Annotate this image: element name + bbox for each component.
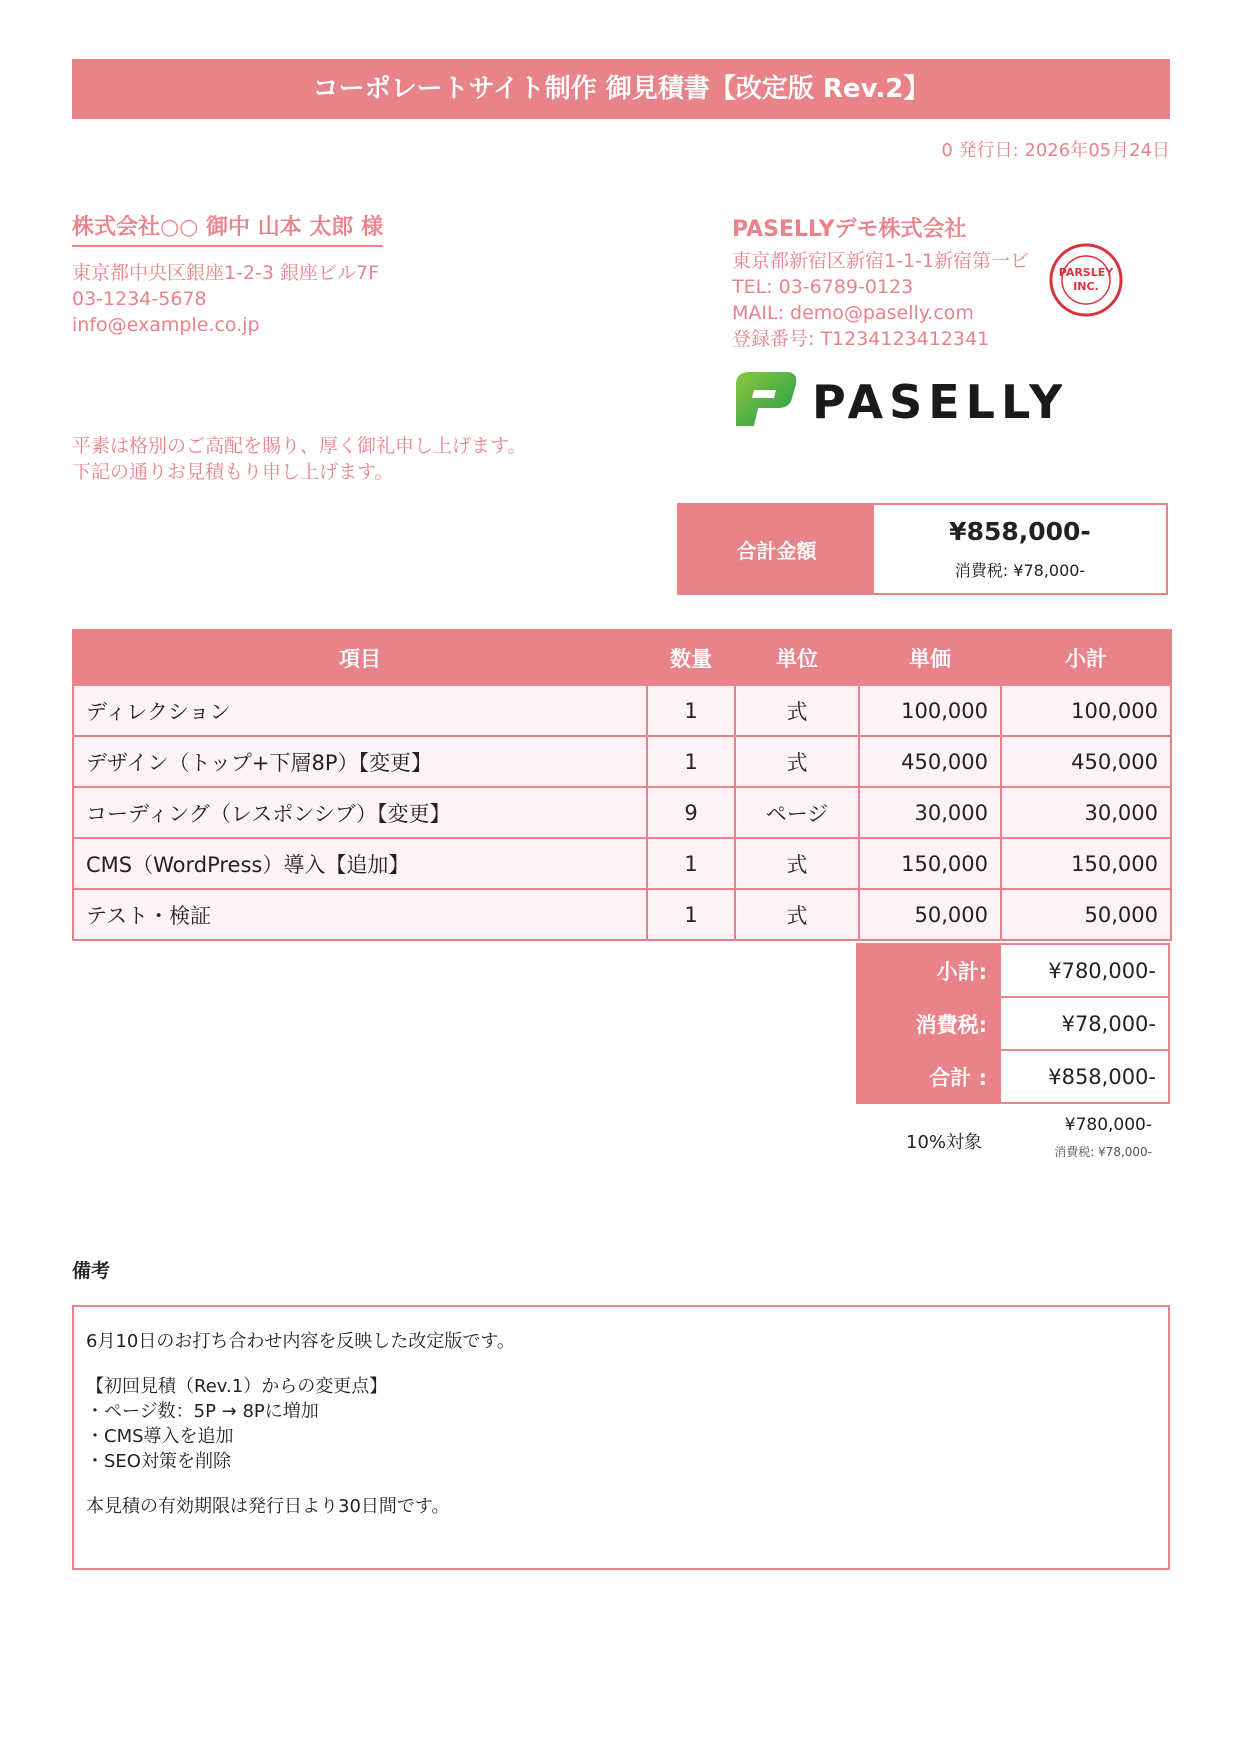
notes-line: 6月10日のお打ち合わせ内容を反映した改定版です。: [86, 1331, 515, 1352]
company-tel: TEL: 03-6789-0123: [732, 276, 914, 298]
item-qty: 1: [647, 685, 735, 736]
svg-text:PASELLY: PASELLY: [812, 375, 1062, 429]
item-unit: 式: [735, 889, 859, 940]
item-subtotal: 30,000: [1001, 787, 1171, 838]
table-row: [73, 787, 1171, 838]
notes-line: 【初回見積（Rev.1）からの変更点】: [86, 1376, 388, 1397]
client-email: info@example.co.jp: [72, 314, 260, 336]
line-items-table: [72, 629, 1172, 941]
svg-text:INC.: INC.: [1073, 280, 1099, 293]
greeting: [72, 433, 526, 485]
notes-line: ・CMS導入を追加: [86, 1426, 234, 1447]
tax-rate-tax: 消費税: ¥78,000-: [1054, 1145, 1152, 1159]
paselly-logo-icon: [732, 368, 1062, 430]
greeting-line-1: 平素は格別のご高配を賜り、厚く御礼申し上げます。: [72, 435, 527, 457]
grand-total-label: 合計 :: [857, 1050, 1000, 1103]
summary-table: [856, 943, 1170, 1104]
notes-line: ・ページ数：5P → 8Pに増加: [86, 1401, 319, 1422]
summary-total-row: [857, 1050, 1169, 1103]
total-values: [874, 505, 1166, 593]
company-mail: MAIL: demo@paselly.com: [732, 302, 974, 324]
table-row: [73, 838, 1171, 889]
tax-rate-label: 10%対象: [906, 1132, 983, 1153]
table-row: [73, 736, 1171, 787]
greeting-line-2: 下記の通りお見積もり申し上げます。: [72, 461, 394, 483]
item-subtotal: 50,000: [1001, 889, 1171, 940]
company-seal-icon: [1048, 242, 1124, 318]
item-qty: 1: [647, 736, 735, 787]
notes-line: 本見積の有効期限は発行日より30日間です。: [86, 1496, 450, 1517]
client-phone: 03-1234-5678: [72, 288, 207, 310]
tax-value: ¥78,000-: [1000, 997, 1169, 1050]
header-qty: 数量: [647, 630, 735, 685]
item-price: 30,000: [859, 787, 1001, 838]
item-name: テスト・検証: [73, 889, 647, 940]
item-name: CMS（WordPress）導入【追加】: [73, 838, 647, 889]
tax-label: 消費税:: [857, 997, 1000, 1050]
item-price: 150,000: [859, 838, 1001, 889]
item-name: ディレクション: [73, 685, 647, 736]
item-unit: 式: [735, 685, 859, 736]
company-logo: [732, 368, 1062, 434]
client-address: 東京都中央区銀座1-2-3 銀座ビル7F: [72, 262, 380, 284]
svg-text:PARSLEY: PARSLEY: [1058, 266, 1114, 279]
subtotal-value: ¥780,000-: [1000, 944, 1169, 997]
notes-line: ・SEO対策を削除: [86, 1451, 231, 1472]
client-details: [72, 260, 379, 338]
item-name: コーディング（レスポンシブ）【変更】: [73, 787, 647, 838]
item-subtotal: 450,000: [1001, 736, 1171, 787]
total-amount-box: [677, 503, 1168, 595]
table-row: [73, 685, 1171, 736]
summary-tax-row: [857, 997, 1169, 1050]
grand-total-value: ¥858,000-: [1000, 1050, 1169, 1103]
issue-date: 0 発行日: 2026年05月24日: [941, 140, 1170, 161]
total-label: 合計金額: [679, 505, 874, 593]
company-details: [732, 248, 1029, 352]
document-title: コーポレートサイト制作 御見積書【改定版 Rev.2】: [72, 59, 1170, 119]
item-unit: 式: [735, 736, 859, 787]
item-qty: 1: [647, 838, 735, 889]
header-price: 単価: [859, 630, 1001, 685]
summary-subtotal-row: [857, 944, 1169, 997]
item-subtotal: 150,000: [1001, 838, 1171, 889]
item-unit: 式: [735, 838, 859, 889]
item-name: デザイン（トップ+下層8P）【変更】: [73, 736, 647, 787]
total-tax: 消費税: ¥78,000-: [954, 561, 1086, 580]
item-price: 450,000: [859, 736, 1001, 787]
item-subtotal: 100,000: [1001, 685, 1171, 736]
header-item: 項目: [73, 630, 647, 685]
subtotal-label: 小計:: [857, 944, 1000, 997]
client-name: 株式会社○○ 御中 山本 太郎 様: [72, 210, 383, 247]
company-name: PASELLYデモ株式会社: [732, 217, 967, 242]
item-price: 100,000: [859, 685, 1001, 736]
item-price: 50,000: [859, 889, 1001, 940]
company-address: 東京都新宿区新宿1-1-1新宿第一ビ: [732, 250, 1029, 272]
tax-rate-amount: ¥780,000-: [1064, 1115, 1152, 1135]
notes-title: 備考: [72, 1260, 111, 1282]
notes-box: [72, 1305, 1170, 1570]
item-qty: 1: [647, 889, 735, 940]
total-amount: ¥858,000-: [949, 517, 1091, 546]
item-qty: 9: [647, 787, 735, 838]
header-subtotal: 小計: [1001, 630, 1171, 685]
table-header-row: [73, 630, 1171, 685]
table-row: [73, 889, 1171, 940]
header-unit: 単位: [735, 630, 859, 685]
company-registration: 登録番号: T1234123412341: [732, 328, 990, 350]
item-unit: ページ: [735, 787, 859, 838]
